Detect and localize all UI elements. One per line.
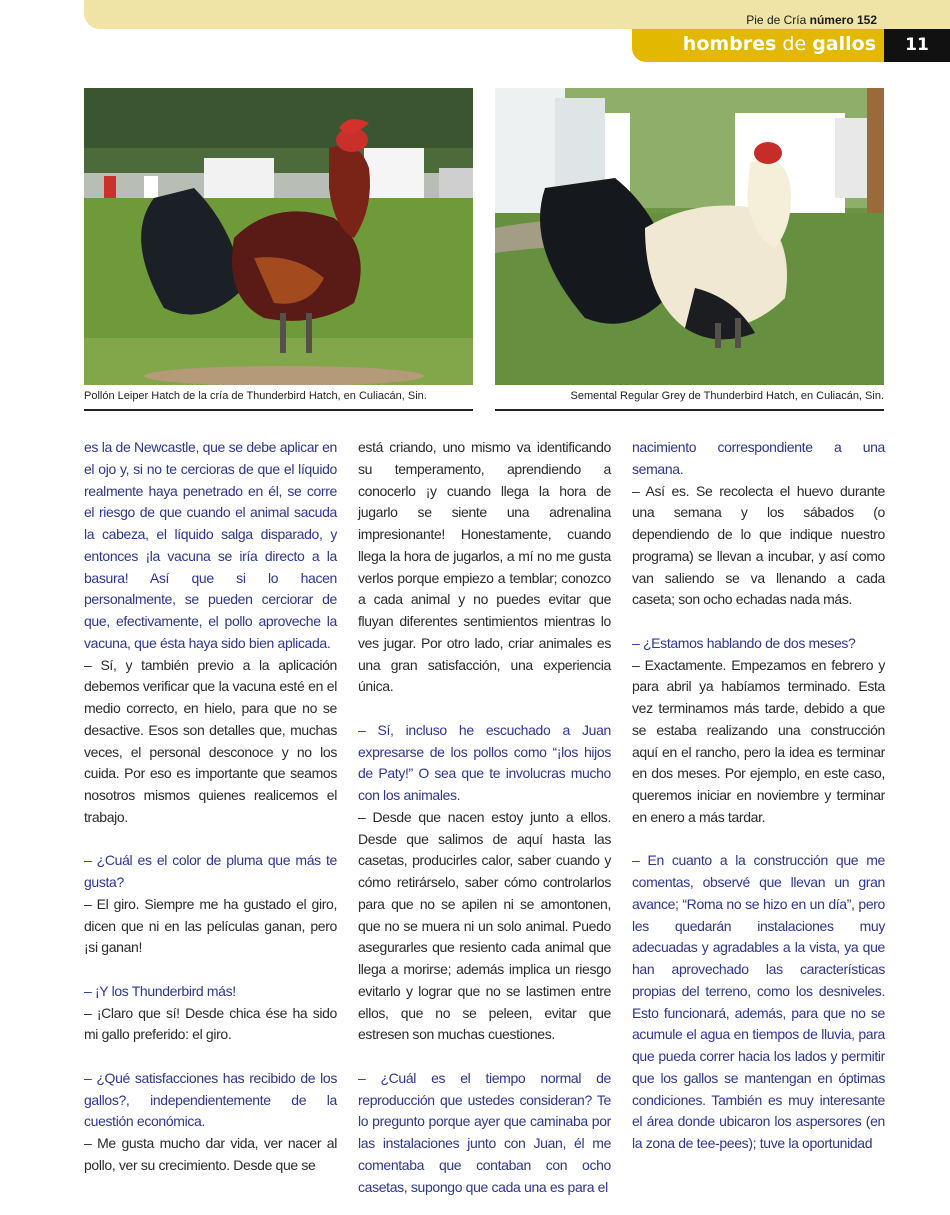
article-column-3 <box>632 437 885 1155</box>
answer-paragraph: – El giro. Siempre me ha gustado el giro, dicen que ni en las películas ganan, pero ¡si ganan! <box>84 895 337 956</box>
paragraph-gap <box>632 611 885 633</box>
answer-paragraph: – Sí, y también previo a la aplicación debemos verificar que la vacuna esté en el medio correcto, en hielo, para que no se desactive. Esos son detalles que, muchas veces, el personal desconoce y no los cuida. Por eso es importante que seamos nosotros mismos quienes realicemos el trabajo. <box>84 656 337 825</box>
page-number: 11 <box>905 35 929 55</box>
section-tab <box>632 29 884 62</box>
question-paragraph: – Sí, incluso he escuchado a Juan expresarse de los pollos como “¡los hijos de Paty!” O sea que te involucras mucho con los animales. <box>358 721 611 803</box>
question-paragraph: – En cuanto a la construcción que me comentas, observé que llevan un gran avance; “Roma no se hizo en un día”, pero les quedarán instalaciones muy adecuadas y agradables a la vista, ya que han aprovechado las características propias del terreno, como los desniveles. Esto funcionará, además, para que no se acumule el agua en tiempos de lluvia, para que pueda correr hacia los lados y permitir que los gallos se mantengan en óptimas condiciones. También es muy interesante el área donde ubicaron los aspersores (en la zona de tee-pees); tuve la oportunidad <box>632 852 885 1151</box>
paragraph-gap <box>84 959 337 981</box>
magazine-name: Pie de Cría <box>746 13 807 27</box>
question-paragraph: – ¿Cuál es el tiempo normal de reproducción que ustedes consideran? Te lo pregunto porque ayer que caminaba por las instalaciones junto con Juan, él me comentaba que contaban con ocho casetas, supongo que cada una es para el <box>358 1069 611 1195</box>
right-photo-caption: Semental Regular Grey de Thunderbird Hatch, en Culiacán, Sin. <box>495 390 884 411</box>
question-paragraph: – ¿Estamos hablando de dos meses? <box>632 634 856 651</box>
page-number-box <box>884 29 950 62</box>
question-continuation: es la de Newcastle, que se debe aplicar en el ojo y, si no te cercioras de que el líquido realmente haya penetrado en él, se corre el riesgo de que cuando el animal sacuda la cabeza, el líquido salga disparado, y entonces ¡la vacuna se iría directo a la basura! Así que si lo hacen personalmente, se pueden cerciorar de que, efectivamente, el pollo aproveche la vacuna, que ésta haya sido bien aplicada. <box>84 439 337 651</box>
rooster-dark-image <box>84 88 473 385</box>
paragraph-gap <box>358 1046 611 1068</box>
section-title <box>683 33 876 55</box>
header-band <box>84 0 950 29</box>
section-word-gallos: gallos <box>812 33 876 55</box>
question-paragraph: – ¡Y los Thunderbird más! <box>84 982 236 999</box>
section-word-de: de <box>782 33 807 55</box>
paragraph-gap <box>84 829 337 851</box>
rooster-grey-image <box>495 88 884 385</box>
answer-paragraph: – Desde que nacen estoy junto a ellos. Desde que salimos de aquí hasta las casetas, producirles calor, saber cuando y cómo retirárselo, saber cómo controlarlos para que no se apilen ni se amontonen, que no se muera ni un solo animal. Puedo asegurarles que resiento cada animal que llega a morirse; además implica un riesgo evitarlo y lograr que no se lastimen entre ellos, que no se peleen, evitar que estresen son muchas cuestiones. <box>358 808 611 1043</box>
answer-paragraph: – ¡Claro que sí! Desde chica ése ha sido mi gallo preferido: el giro. <box>84 1004 337 1043</box>
paragraph-gap <box>358 698 611 720</box>
answer-continuation: está criando, uno mismo va identificando su temperamento, aprendiendo a conocerlo ¡y cuando llega la hora de jugarlo se siente una adrenalina impresionante! Honestamente, cuando llega la hora de jugarlos, a mí no me gusta verlos porque empiezo a temblar; conozco a cada animal y no puedes evitar que fluyan diferentes sentimientos mientras lo ves jugar. Por otro lado, criar animales es una gran satisfacción, una experiencia única. <box>358 439 611 695</box>
left-photo-caption: Pollón Leiper Hatch de la cría de Thunderbird Hatch, en Culiacán, Sin. <box>84 390 473 411</box>
paragraph-gap <box>84 1046 337 1068</box>
answer-paragraph: – Así es. Se recolecta el huevo durante una semana y los sábados (o dependiendo de lo que indique nuestro programa) se llevan a incubar, y así como van saliendo se va llenando a cada caseta; son ocho echadas nada más. <box>632 482 885 608</box>
paragraph-gap <box>632 829 885 851</box>
magazine-issue-line <box>746 13 877 27</box>
answer-paragraph: – Me gusta mucho dar vida, ver nacer al pollo, ver su crecimiento. Desde que se <box>84 1135 337 1173</box>
question-paragraph: – ¿Qué satisfacciones has recibido de los gallos?, independientemente de la cuestión económica. <box>84 1069 337 1130</box>
article-column-2 <box>358 437 611 1198</box>
section-word-hombres: hombres <box>682 33 777 55</box>
question-continuation: nacimiento correspondiente a una semana. <box>632 439 885 477</box>
question-paragraph: – ¿Cuál es el color de pluma que más te gusta? <box>84 852 337 890</box>
photo-regular-grey-rooster <box>495 88 884 385</box>
answer-paragraph: – Exactamente. Empezamos en febrero y para abril ya habíamos terminado. Esta vez terminamos más tarde, debido a que se estaba realizando una construcción aquí en el rancho, pero la idea es terminar en dos meses. Por ejemplo, en este caso, queremos iniciar en noviembre y terminar en enero a más tardar. <box>632 656 885 825</box>
issue-number: número 152 <box>809 13 877 27</box>
photo-leiper-hatch-rooster <box>84 88 473 385</box>
article-column-1 <box>84 437 337 1177</box>
